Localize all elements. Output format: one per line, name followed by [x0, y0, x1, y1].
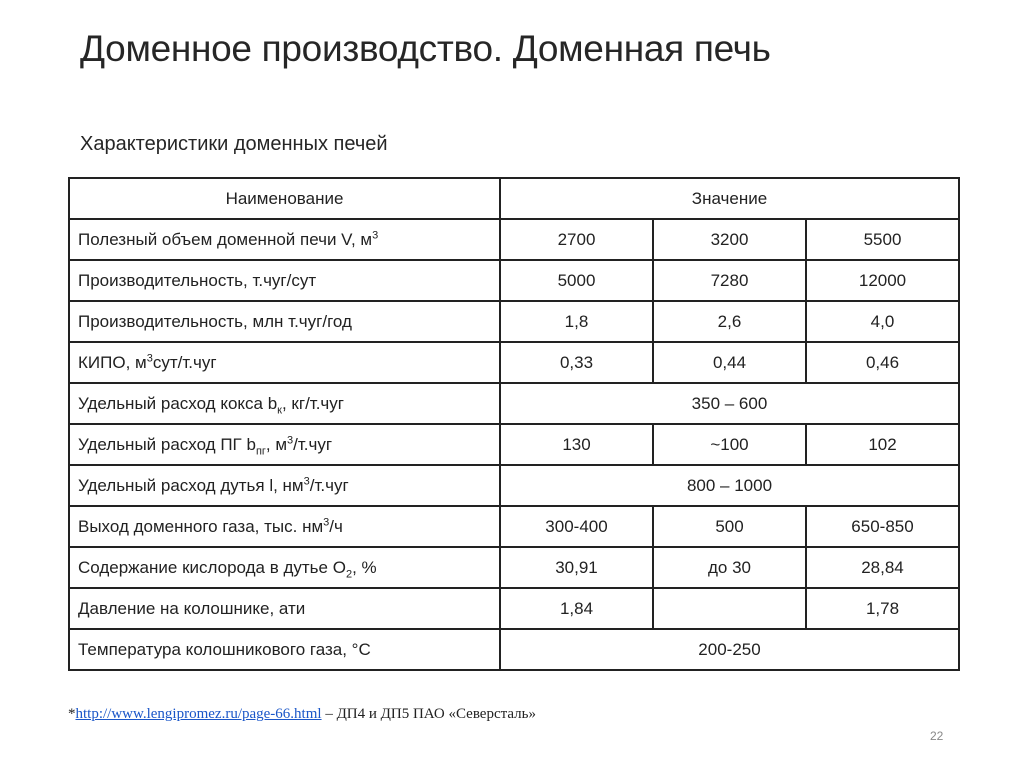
- cell-value: 0,44: [653, 342, 806, 383]
- label-text: /ч: [329, 516, 343, 536]
- cell-value: 1,8: [500, 301, 653, 342]
- cell-value: 5000: [500, 260, 653, 301]
- page-number: 22: [930, 729, 944, 743]
- table-caption: Характеристики доменных печей: [80, 133, 388, 155]
- table-row: [69, 383, 959, 424]
- label-text: Содержание кислорода в дутье O: [78, 557, 346, 577]
- cell-value: 500: [653, 506, 806, 547]
- label-text: Удельный расход ПГ b: [78, 434, 256, 454]
- cell-value: 1,84: [500, 588, 653, 629]
- row-label: Давление на колошнике, ати: [69, 588, 500, 629]
- cell-value: 12000: [806, 260, 959, 301]
- source-link[interactable]: http://www.lengipromez.ru/page-66.html: [75, 706, 322, 722]
- label-sup: 3: [303, 474, 310, 487]
- table-row: [69, 424, 959, 465]
- table-row: [69, 629, 959, 670]
- row-label: [69, 547, 500, 588]
- label-sub: к: [277, 403, 282, 416]
- header-name: Наименование: [69, 178, 500, 219]
- row-label: Производительность, млн т.чуг/год: [69, 301, 500, 342]
- row-label: [69, 383, 500, 424]
- cell-value: 300-400: [500, 506, 653, 547]
- row-label: [69, 342, 500, 383]
- row-label: [69, 465, 500, 506]
- cell-merged-value: 800 – 1000: [500, 465, 959, 506]
- cell-value: 2700: [500, 219, 653, 260]
- label-sub: пг: [255, 444, 266, 457]
- table-row: [69, 506, 959, 547]
- cell-value: 28,84: [806, 547, 959, 588]
- label-sup: 3: [146, 351, 153, 364]
- table-row: [69, 465, 959, 506]
- table-row: [69, 260, 959, 301]
- label-text: Полезный объем доменной печи V, м: [78, 229, 373, 249]
- label-text: , %: [352, 557, 377, 577]
- label-sup: 3: [323, 515, 330, 528]
- header-value: Значение: [500, 178, 959, 219]
- table-row: [69, 301, 959, 342]
- table-row: [69, 588, 959, 629]
- cell-value: 0,33: [500, 342, 653, 383]
- table-row: [69, 219, 959, 260]
- footnote: [68, 706, 536, 723]
- label-text: , кг/т.чуг: [281, 393, 344, 413]
- row-label: [69, 219, 500, 260]
- row-label: Производительность, т.чуг/сут: [69, 260, 500, 301]
- blast-furnace-table: [68, 177, 960, 671]
- row-label: Температура колошникового газа, °C: [69, 629, 500, 670]
- table-row: [69, 342, 959, 383]
- cell-value: до 30: [653, 547, 806, 588]
- cell-value: 5500: [806, 219, 959, 260]
- label-text: /т.чуг: [293, 434, 333, 454]
- label-text: , м: [265, 434, 288, 454]
- label-text: Удельный расход кокса b: [78, 393, 278, 413]
- cell-value: 30,91: [500, 547, 653, 588]
- cell-value: 130: [500, 424, 653, 465]
- cell-merged-value: 200-250: [500, 629, 959, 670]
- table-header-row: [69, 178, 959, 219]
- cell-value: ~100: [653, 424, 806, 465]
- cell-value: 1,78: [806, 588, 959, 629]
- footnote-text: – ДП4 и ДП5 ПАО «Северсталь»: [321, 706, 536, 722]
- cell-value: 2,6: [653, 301, 806, 342]
- cell-value: [653, 588, 806, 629]
- table-row: [69, 547, 959, 588]
- label-text: КИПО, м: [78, 352, 147, 372]
- row-label: [69, 506, 500, 547]
- cell-value: 102: [806, 424, 959, 465]
- slide-title: Доменное производство. Доменная печь: [80, 28, 771, 69]
- label-sub: 2: [345, 567, 353, 580]
- label-text: Выход доменного газа, тыс. нм: [78, 516, 324, 536]
- row-label: [69, 424, 500, 465]
- footnote-marker: *: [68, 706, 76, 722]
- cell-value: 7280: [653, 260, 806, 301]
- cell-value: 0,46: [806, 342, 959, 383]
- label-sup: 3: [372, 228, 379, 241]
- cell-value: 4,0: [806, 301, 959, 342]
- label-text: Удельный расход дутья l, нм: [78, 475, 304, 495]
- cell-merged-value: 350 – 600: [500, 383, 959, 424]
- cell-value: 650-850: [806, 506, 959, 547]
- label-sup: 3: [287, 433, 294, 446]
- cell-value: 3200: [653, 219, 806, 260]
- label-text: сут/т.чуг: [152, 352, 217, 372]
- label-text: /т.чуг: [309, 475, 349, 495]
